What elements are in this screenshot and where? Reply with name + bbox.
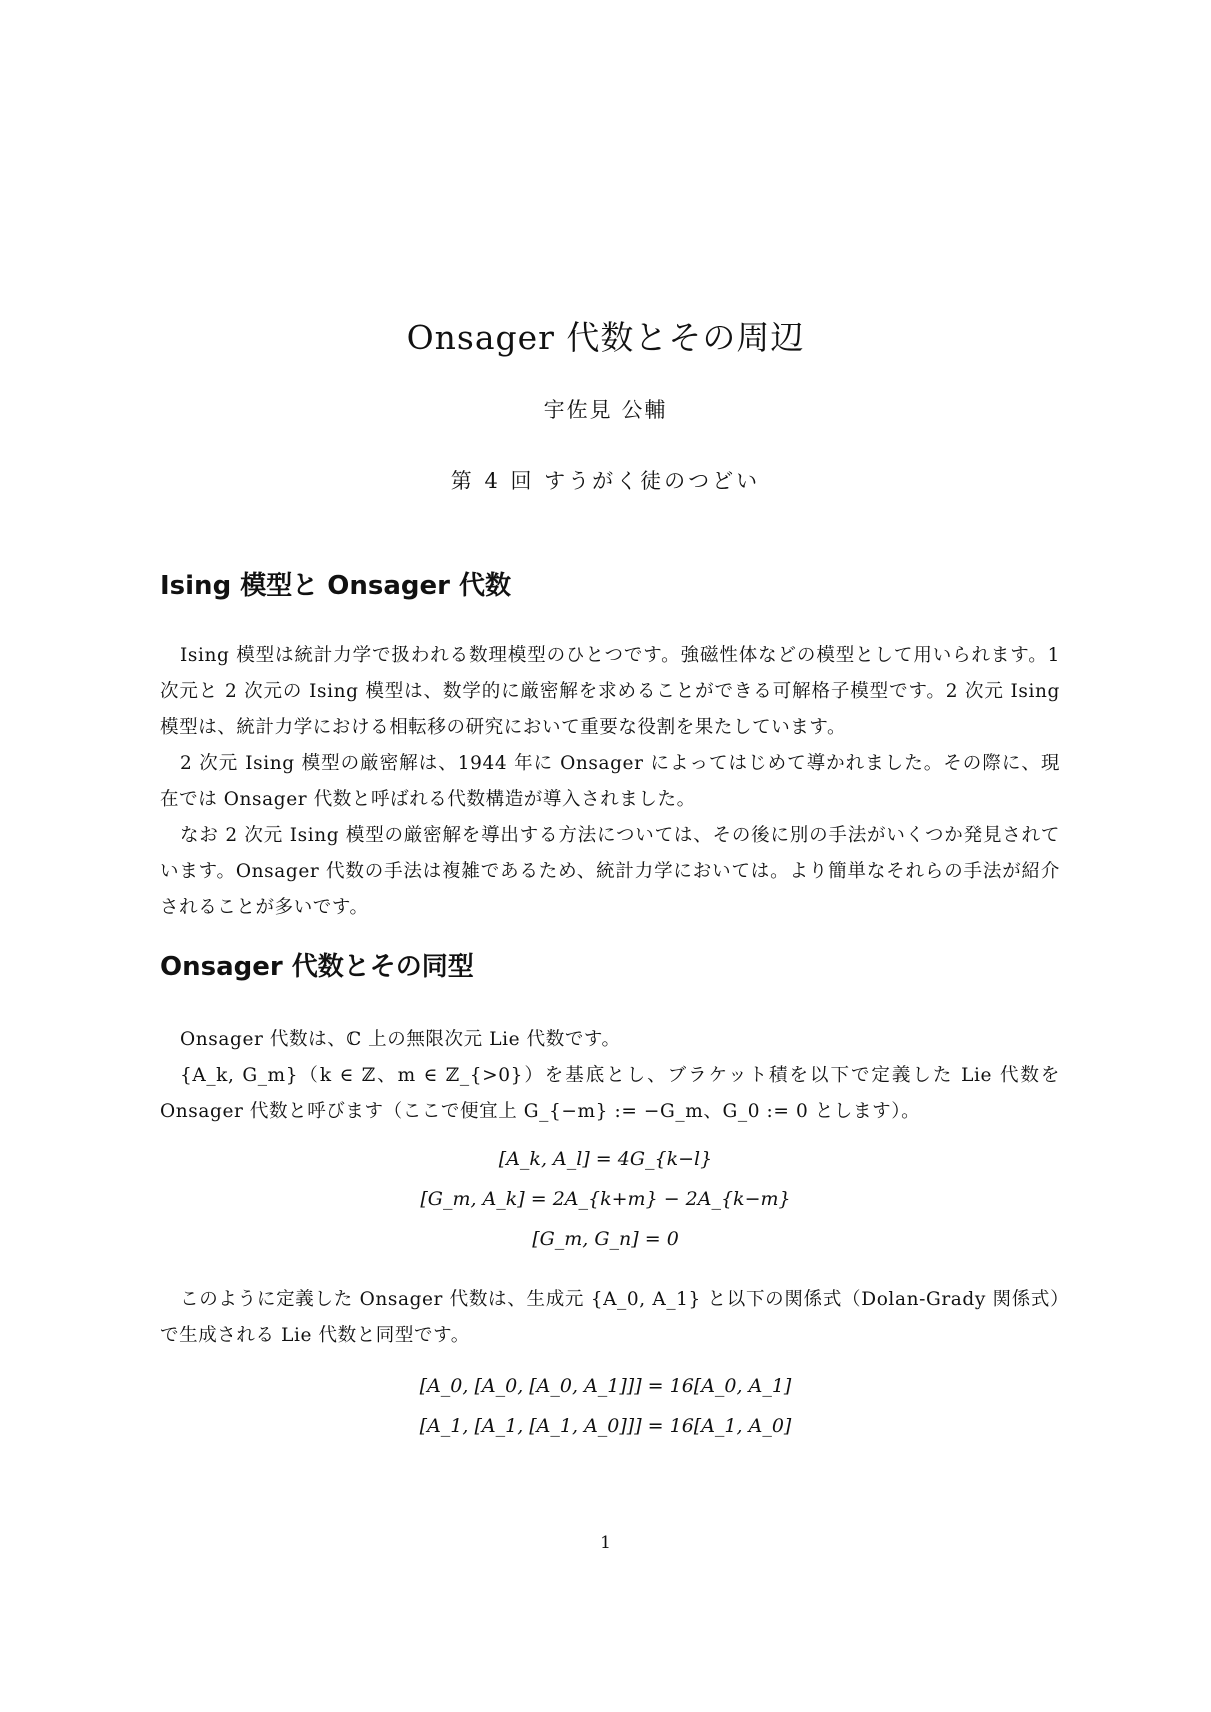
event-name: 第 4 回 すうがく徒のつどい [450, 469, 761, 493]
paragraph: {A_k, G_m}（k ∈ ℤ、m ∈ ℤ_{>0}）を基底とし、ブラケット積を以下で定義した Lie 代数を Onsager 代数と呼びます（ここで便宜上 G_{−m} := −G_m、G_0 := 0 とします）。 [160, 1065, 1060, 1122]
section-heading-ising: Ising 模型と Onsager 代数 [160, 571, 512, 601]
paragraph: なお 2 次元 Ising 模型の厳密解を導出する方法については、その後に別の手法がいくつか発見されています。Onsager 代数の手法は複雑であるため、統計力学においては。より簡単なそれらの手法が紹介されることが多いです。 [160, 825, 1060, 918]
paragraph: Ising 模型は統計力学で扱われる数理模型のひとつです。強磁性体などの模型として用いられます。1 次元と 2 次元の Ising 模型は、数学的に厳密解を求めることができる可解格子模型です。2 次元 Ising 模型は、統計力学における相転移の研究において重要な役割を果たしています。 [160, 645, 1060, 738]
equation: [A_1, [A_1, [A_1, A_0]]] = 16[A_1, A_0] [419, 1415, 792, 1437]
paper-title: Onsager 代数とその周辺 [406, 318, 805, 357]
section-heading-isomorphism: Onsager 代数とその同型 [160, 952, 474, 982]
paragraph: 2 次元 Ising 模型の厳密解は、1944 年に Onsager によってはじめて導かれました。その際に、現在では Onsager 代数と呼ばれる代数構造が導入されました。 [160, 753, 1060, 810]
page-number: 1 [600, 1533, 611, 1553]
dolan-grady-equations [0, 1366, 1211, 1446]
bracket-equations [0, 1139, 1211, 1259]
paragraph: Onsager 代数は、ℂ 上の無限次元 Lie 代数です。 [180, 1029, 621, 1050]
equation: [G_m, A_k] = 2A_{k+m} − 2A_{k−m} [420, 1188, 791, 1210]
paragraph: このように定義した Onsager 代数は、生成元 {A_0, A_1} と以下の関係式（Dolan-Grady 関係式）で生成される Lie 代数と同型です。 [160, 1289, 1060, 1346]
equation: [A_0, [A_0, [A_0, A_1]]] = 16[A_0, A_1] [419, 1375, 792, 1397]
equation: [A_k, A_l] = 4G_{k−l} [498, 1148, 713, 1170]
author: 宇佐見 公輔 [543, 398, 668, 422]
equation: [G_m, G_n] = 0 [532, 1228, 679, 1250]
